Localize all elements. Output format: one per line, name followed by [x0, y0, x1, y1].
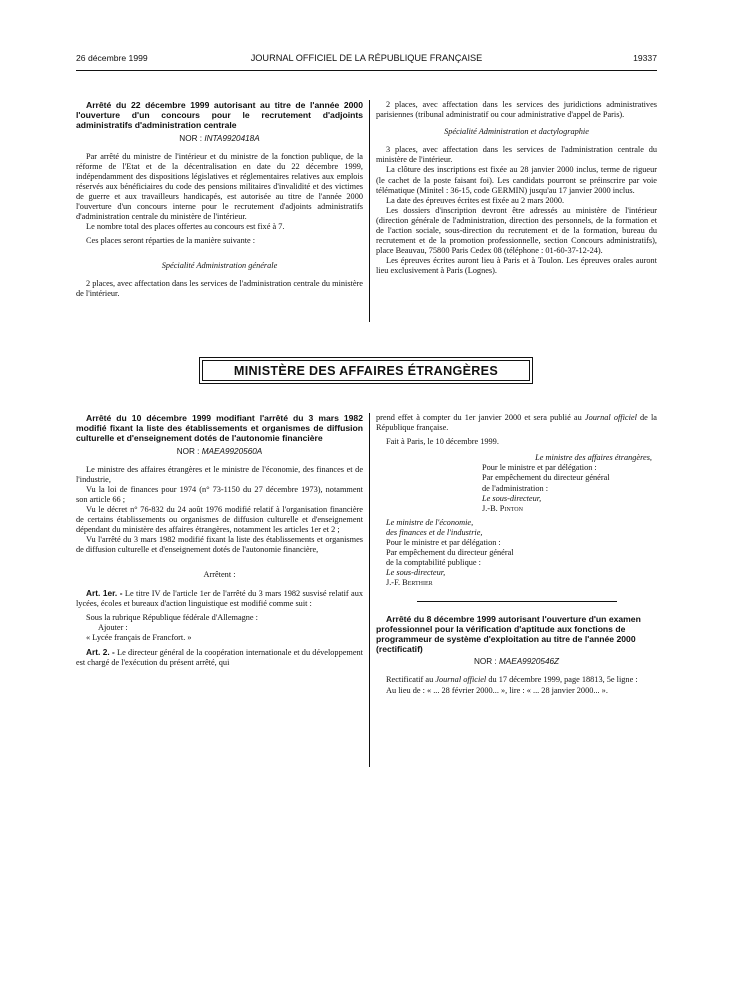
- signature-line: Pour le ministre et par délégation :: [386, 538, 501, 548]
- nor-reference: [76, 447, 363, 457]
- paragraph: Ces places seront réparties de la manière suivante :: [86, 236, 256, 246]
- decree-title: Arrêté du 22 décembre 1999 autorisant au titre de l'année 2000 l'ouverture d'un concours pour le recrutement d'adjoints administratifs d'administration centrale: [76, 100, 363, 131]
- paragraph: Vu la loi de finances pour 1974 (n° 73-1150 du 27 décembre 1973), notamment son article 66 ;: [76, 484, 363, 504]
- nor-code: MAEA9920560A: [201, 446, 263, 456]
- paragraph: La clôture des inscriptions est fixée au 28 janvier 2000 inclus, terme de rigueur (le cachet de la poste faisant foi). Les candidats pourront se préinscrire par voie télématique (Minitel : 36-15, code GERMIN) jusqu'au 17 janvier 2000 inclus.: [376, 165, 657, 195]
- signature-line: Par empêchement du directeur général: [482, 473, 610, 483]
- section2-right-column: [376, 413, 657, 696]
- paragraph: Sous la rubrique République fédérale d'Allemagne :: [86, 612, 258, 622]
- header-date: 26 décembre 1999: [76, 53, 148, 63]
- signature-line: Par empêchement du directeur général: [386, 548, 514, 558]
- arretent: Arrêtent :: [203, 569, 236, 579]
- article-2: [76, 647, 363, 668]
- correction-text: Au lieu de : « ... 28 février 2000... », lire : « ... 28 janvier 2000... ».: [386, 685, 608, 695]
- paragraph: [376, 675, 657, 685]
- section2-left-column: [76, 413, 363, 668]
- journal-officiel-ref: Journal officiel: [584, 413, 637, 422]
- nor-label: NOR :: [179, 133, 203, 143]
- paragraph: Vu l'arrêté du 3 mars 1982 modifié fixant la liste des établissements et organismes de diffusion culturelle et d'enseignement dotés de l'autonomie financière,: [76, 535, 363, 555]
- header-rule: [76, 70, 657, 71]
- section1-left-column: [76, 100, 363, 299]
- paragraph: 2 places, avec affectation dans les services des juridictions administratives parisiennes (tribunal administratif ou cour administrative d'appel de Paris).: [376, 100, 657, 120]
- specialty-heading: Spécialité Administration et dactylographie: [444, 127, 589, 137]
- nor-code: MAEA9920546Z: [498, 657, 560, 667]
- signatory-role: Le ministre de l'économie,: [386, 517, 474, 527]
- signature-block-1: [472, 453, 652, 514]
- paragraph: Les dossiers d'inscription devront être adressés au ministère de l'intérieur (direction générale de l'administration, direction des personnels, de la formation et de l'action sociale, sous-direction du recrutement et de la formation, bureau du recrutement et de la promotion professionnelle, section Concours administratifs), place Beauvau, 75800 Paris Cedex 08 (téléphone : 01-60-37-12-24).: [376, 205, 657, 256]
- continuation-text: prend effet à compter du 1er janvier 2000 et sera publié au: [376, 413, 582, 422]
- signatory-role: des finances et de l'industrie,: [386, 527, 483, 537]
- paragraph: Le ministre des affaires étrangères et le ministre de l'économie, des finances et de l'industrie,: [76, 464, 363, 484]
- article-1-text: Le titre IV de l'article 1er de l'arrêté du 3 mars 1982 susvisé relatif aux lycées, écoles et bureaux d'action linguistique est modifié comme suit :: [76, 588, 364, 608]
- signatory-name: J.-B. Pinton: [482, 503, 523, 513]
- decree-title: Arrêté du 8 décembre 1999 autorisant l'ouverture d'un examen professionnel pour la vérification d'aptitude aux fonctions de programmeur de système d'exploitation au titre de l'année 2000 (rectificatif): [376, 613, 641, 655]
- journal-officiel-ref: Journal officiel: [435, 675, 487, 685]
- nor-reference: [76, 134, 363, 144]
- paragraph: Ajouter :: [98, 622, 128, 632]
- signature-block-2: [376, 518, 552, 589]
- decree-title: Arrêté du 10 décembre 1999 modifiant l'arrêté du 3 mars 1982 modifié fixant la liste des établissements et organismes de diffusion culturelle et d'enseignement dotés de l'autonomie financière: [76, 413, 363, 444]
- signature-line: de l'administration :: [482, 483, 549, 493]
- article-2-label: Art. 2. -: [86, 647, 115, 658]
- column-divider: [369, 413, 370, 767]
- paragraph: 2 places, avec affectation dans les services de l'administration centrale du ministère de l'intérieur.: [76, 278, 363, 298]
- signature-line: Le sous-directeur,: [482, 493, 542, 503]
- article-1-label: Art. 1er. -: [86, 587, 123, 598]
- paragraph: Le nombre total des places offertes au concours est fixé à 7.: [86, 222, 285, 232]
- column-divider: [369, 100, 370, 322]
- header-journal-title: JOURNAL OFFICIEL DE LA RÉPUBLIQUE FRANÇAISE: [250, 53, 483, 63]
- signatory-role: Le ministre des affaires étrangères,: [535, 453, 652, 463]
- rectificatif-text: Rectificatif au: [386, 675, 434, 685]
- signature-line: de la comptabilité publique :: [386, 558, 481, 568]
- paragraph: Par arrêté du ministre de l'intérieur et du ministre de la fonction publique, de la réforme de l'Etat et de la décentralisation en date du 22 décembre 1999, indépendamment des dispositions législatives et réglementaires relatives aux emplois réservés aux bénéficiaires du code des pensions militaires d'invalidité et des victimes de guerre et aux travailleurs handicapés, est autorisée au titre de l'année 2000 l'ouverture d'un concours interne pour le recrutement d'adjoints administratifs d'administration centrale du ministère de l'intérieur.: [76, 151, 363, 222]
- paragraph: Vu le décret n° 76-832 du 24 août 1976 modifié relatif à l'organisation financière de certains établissements ou organismes de diffusion culturelle et d'enseignement dépendant du ministère des affaires étrangères, notamment les articles 1er et 2 ;: [76, 505, 363, 535]
- nor-code: INTA9920418A: [204, 133, 260, 143]
- page-header: [76, 53, 657, 67]
- paragraph: La date des épreuves écrites est fixée au 2 mars 2000.: [386, 195, 565, 205]
- specialty-heading: Spécialité Administration générale: [161, 260, 278, 270]
- signing-place-date: Fait à Paris, le 10 décembre 1999.: [386, 437, 499, 447]
- ministry-title: MINISTÈRE DES AFFAIRES ÉTRANGÈRES: [202, 360, 530, 381]
- ministry-banner: [199, 357, 533, 384]
- paragraph: Les épreuves écrites auront lieu à Paris et à Toulon. Les épreuves orales auront lieu exclusivement à Paris (Lognes).: [376, 256, 657, 276]
- signatory-name: J.-F. Berthier: [386, 578, 433, 588]
- signature-line: Pour le ministre et par délégation :: [482, 463, 597, 473]
- separator-rule: [417, 601, 617, 602]
- signature-line: Le sous-directeur,: [386, 568, 446, 578]
- article-2-text: Le directeur général de la coopération internationale et du développement est chargé de l'exécution du présent arrêté, qui: [76, 648, 363, 668]
- nor-label: NOR :: [473, 657, 497, 667]
- nor-label: NOR :: [176, 446, 200, 456]
- header-page-number: 19337: [633, 53, 657, 63]
- article-1: [76, 588, 363, 609]
- section1-right-column: [376, 100, 657, 277]
- continuation-text: de la République française.: [376, 413, 657, 433]
- nor-reference: [376, 657, 657, 667]
- paragraph: [376, 413, 657, 433]
- paragraph: 3 places, avec affectation dans les services de l'administration centrale du ministère de l'intérieur.: [376, 145, 657, 165]
- paragraph: « Lycée français de Francfort. »: [86, 633, 192, 643]
- rectificatif-text: du 17 décembre 1999, page 18813, 5e ligne :: [488, 675, 638, 685]
